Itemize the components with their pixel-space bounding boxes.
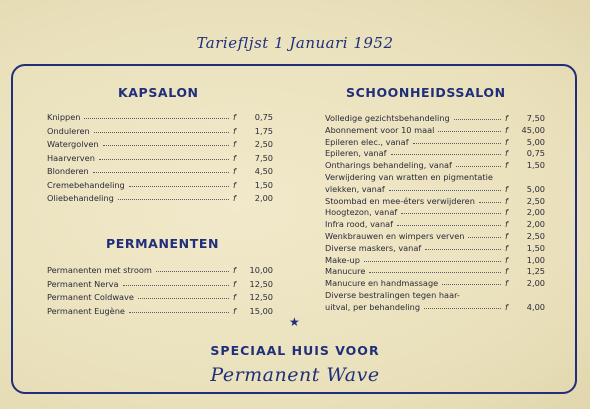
currency-symbol: f [505, 183, 508, 194]
dot-leader [479, 202, 501, 203]
price-amount: 2,00 [526, 278, 545, 289]
price-amount: 5,00 [526, 136, 545, 147]
dot-leader [93, 172, 229, 173]
price-label: Epileren elec., vanaf [325, 136, 409, 147]
dot-leader [84, 118, 229, 119]
price-label: Permanent Coldwave [47, 292, 134, 302]
currency-symbol: f [233, 292, 236, 302]
currency-symbol: f [505, 231, 508, 241]
permanenten-title: PERMANENTEN [106, 236, 220, 251]
dot-leader [389, 190, 501, 191]
price-row [47, 150, 273, 163]
price-amount: 7,50 [254, 152, 273, 163]
dot-leader [364, 261, 501, 262]
currency-symbol: f [505, 160, 508, 171]
price-amount: 2,00 [254, 193, 273, 203]
price-amount: 1,00 [526, 254, 545, 265]
price-label: Wenkbrauwen en wimpers verven [325, 231, 465, 241]
dot-leader [397, 225, 501, 226]
special-house-heading: SPECIAAL HUIS VOOR [210, 343, 380, 358]
price-amount: 0,75 [526, 148, 545, 159]
dot-leader [438, 131, 501, 132]
currency-symbol: f [505, 254, 508, 265]
price-label: Infra rood, vanaf [325, 219, 394, 230]
price-amount: 4,50 [254, 166, 273, 176]
dot-leader [129, 186, 229, 187]
price-amount: 15,00 [249, 305, 273, 316]
dot-leader [129, 312, 229, 313]
price-amount: 2,50 [254, 139, 273, 149]
price-label: Knippen [47, 112, 81, 122]
price-row [47, 109, 273, 122]
currency-symbol: f [233, 152, 236, 163]
dot-leader [468, 237, 501, 238]
price-row [325, 299, 545, 312]
price-amount: 4,00 [526, 301, 545, 312]
price-amount: 1,50 [254, 179, 273, 190]
currency-symbol: f [233, 305, 236, 316]
price-label: Make-up [325, 254, 360, 265]
price-amount: 45,00 [521, 124, 545, 135]
price-label: Manucure [325, 266, 366, 277]
dot-leader [94, 132, 229, 133]
price-label: Diverse maskers, vanaf [325, 242, 422, 253]
currency-symbol: f [505, 278, 508, 289]
price-label: Permanenten met stroom [47, 265, 152, 275]
price-label: Ontharings behandeling, vanaf [325, 160, 452, 171]
dot-leader [454, 119, 501, 120]
currency-symbol: f [505, 195, 508, 206]
star-icon: ★ [289, 315, 300, 329]
currency-symbol: f [505, 148, 508, 159]
price-amount: 0,75 [254, 112, 273, 122]
dot-leader [123, 285, 229, 286]
currency-symbol: f [233, 125, 236, 136]
permanent-wave-script: Permanent Wave [210, 364, 380, 386]
price-row [47, 177, 273, 190]
currency-symbol: f [505, 219, 508, 230]
currency-symbol: f [233, 112, 236, 122]
price-row [47, 136, 273, 149]
price-label: Abonnement voor 10 maal [325, 124, 435, 135]
price-row [47, 163, 273, 176]
price-row [47, 276, 273, 289]
dot-leader [118, 199, 229, 200]
price-amount: 10,00 [249, 265, 273, 275]
currency-symbol: f [233, 265, 236, 275]
currency-symbol: f [505, 301, 508, 312]
price-amount: 12,50 [249, 292, 273, 302]
price-row [47, 123, 273, 136]
price-amount: 2,50 [526, 195, 545, 206]
currency-symbol: f [505, 124, 508, 135]
price-label: uitval, per behandeling [325, 301, 421, 312]
price-row [47, 303, 273, 316]
currency-symbol: f [505, 113, 508, 123]
price-label: Onduleren [47, 125, 90, 136]
price-amount: 1,50 [526, 242, 545, 253]
price-label: Stoombad en mee-éters verwijderen [325, 195, 475, 206]
price-amount: 1,25 [526, 266, 545, 277]
dot-leader [99, 159, 229, 160]
price-amount: 12,50 [249, 278, 273, 289]
currency-symbol: f [505, 207, 508, 218]
price-label: Hoogtezon, vanaf [325, 207, 398, 218]
currency-symbol: f [233, 166, 236, 176]
kapsalon-title: KAPSALON [118, 85, 199, 100]
price-amount: 1,50 [526, 160, 545, 171]
price-label: Oliebehandeling [47, 193, 114, 203]
dot-leader [442, 284, 501, 285]
dot-leader [138, 298, 229, 299]
price-row [47, 190, 273, 203]
price-amount: 7,50 [526, 113, 545, 123]
dot-leader [156, 271, 229, 272]
price-amount: 1,75 [254, 125, 273, 136]
price-label: Epileren, vanaf [325, 148, 387, 159]
dot-leader [103, 145, 229, 146]
price-amount: 2,00 [526, 219, 545, 230]
page-title: Tariefljst 1 Januari 1952 [196, 34, 394, 52]
price-label: vlekken, vanaf [325, 183, 385, 194]
price-label: Verwijdering van wratten en pigmentatie [325, 172, 493, 182]
price-label: Permanent Eugène [47, 305, 125, 316]
dot-leader [391, 154, 501, 155]
currency-symbol: f [233, 179, 236, 190]
currency-symbol: f [505, 242, 508, 253]
price-amount: 2,00 [526, 207, 545, 218]
price-row [47, 262, 273, 275]
price-label: Watergolven [47, 139, 99, 149]
dot-leader [401, 213, 501, 214]
price-label: Cremebehandeling [47, 179, 125, 190]
dot-leader [413, 143, 501, 144]
currency-symbol: f [505, 266, 508, 277]
currency-symbol: f [233, 278, 236, 289]
dot-leader [369, 272, 501, 273]
currency-symbol: f [505, 136, 508, 147]
price-amount: 2,50 [526, 231, 545, 241]
dot-leader [425, 249, 501, 250]
price-row [47, 289, 273, 302]
schoonheidssalon-title: SCHOONHEIDSSALON [346, 85, 506, 100]
price-label: Diverse bestralingen tegen haar- [325, 290, 460, 300]
price-label: Volledige gezichtsbehandeling [325, 113, 450, 123]
currency-symbol: f [233, 193, 236, 203]
dot-leader [456, 166, 501, 167]
price-label: Permanent Nerva [47, 278, 119, 289]
price-label: Haarverven [47, 152, 95, 163]
price-amount: 5,00 [526, 183, 545, 194]
currency-symbol: f [233, 139, 236, 149]
price-label: Blonderen [47, 166, 89, 176]
price-label: Manucure en handmassage [325, 278, 439, 289]
dot-leader [424, 308, 501, 309]
